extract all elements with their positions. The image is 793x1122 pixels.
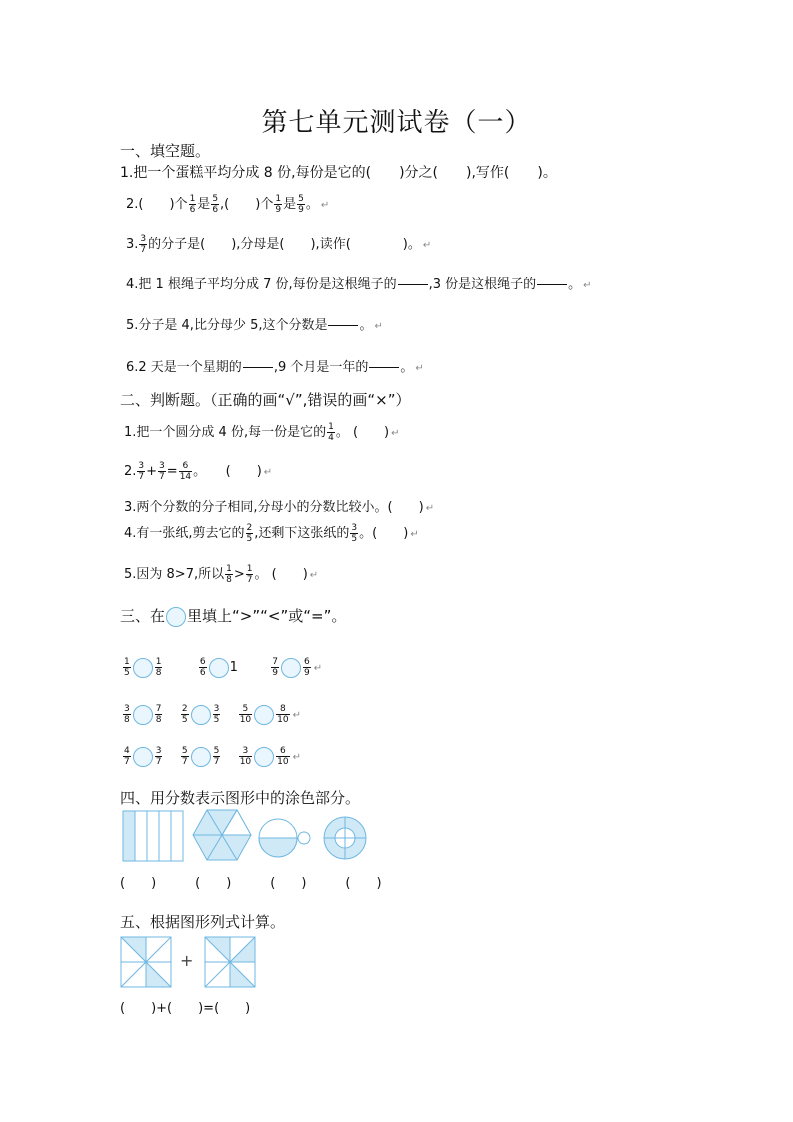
compare-circle[interactable]: [191, 747, 211, 767]
section-1-heading: 一、填空题。: [120, 142, 211, 160]
hexagon-figure: [191, 808, 253, 862]
fill-q1: 1.把一个蛋糕平均分成 8 份,每份是它的( )分之( ),写作( )。: [120, 165, 557, 181]
judge-q2: 2. $\frac{3}{7}$ + $\frac{3}{7}$ = $\frac{6}{14}$ 。 ( ) ↵: [124, 461, 273, 482]
compare-circle[interactable]: [209, 658, 229, 678]
compare-circle[interactable]: [133, 705, 153, 725]
judge-q1: 1.把一个圆分成 4 份,每一份是它的 $\frac{1}{4}$ 。 ( ) ↵: [124, 422, 400, 443]
section-5-heading: 五、根据图形列式计算。: [120, 913, 286, 931]
fill-q4: 4.把 1 根绳子平均分成 7 份,每份是这根绳子的 ,3 份是这根绳子的 。 ↵: [126, 273, 592, 296]
compare-circle-icon: [166, 607, 186, 627]
compare-circle[interactable]: [254, 747, 274, 767]
compare-circle[interactable]: [133, 747, 153, 767]
judge-q4: 4.有一张纸,剪去它的 $\frac{2}{5}$ ,还剩下这张纸的 $\frac{3}{5}$ 。( ) ↵: [124, 523, 419, 544]
compare-row-2: $\frac{3}{8}$ $\frac{7}{8}$ $\frac{2}{5}$ $\frac{3}{5}$ $\frac{5}{10}$ $\frac{8}{10}$ ↵: [124, 704, 301, 725]
page-title: 第七单元测试卷（一）: [261, 108, 532, 138]
calc-expression: ( )+( )=( ): [120, 1001, 251, 1016]
section-2-heading: 二、判断题。（正确的画“√”,错误的画“×”）: [120, 391, 411, 409]
fill-q3: 3. $\frac{3}{7}$ 的分子是( ),分母是( ),读作( )。 ↵: [126, 234, 432, 255]
compare-row-3: $\frac{4}{7}$ $\frac{3}{7}$ $\frac{5}{7}$ $\frac{5}{7}$ $\frac{3}{10}$ $\frac{6}{10}$ ↵: [124, 746, 301, 767]
judge-q5: 5.因为 8>7,所以 $\frac{1}{8}$ > $\frac{1}{7}$ 。 ( ) ↵: [124, 564, 319, 585]
circle-half-figure: [257, 816, 313, 860]
fill-q5: 5.分子是 4,比分母少 5,这个分数是 。 ↵: [126, 314, 383, 337]
rectangle-strips-figure: [122, 810, 184, 862]
fill-q2: 2.( )个 $\frac{1}{6}$ 是 $\frac{5}{6}$ ,( )个 $\frac{1}{9}$ 是 $\frac{5}{9}$ 。 ↵: [126, 194, 330, 215]
compare-row-1: $\frac{1}{5}$ $\frac{1}{8}$ $\frac{6}{6}$ 1 $\frac{7}{9}$ $\frac{6}{9}$ ↵: [124, 657, 323, 678]
fill-q6: 6.2 天是一个星期的 ,9 个月是一年的 。 ↵: [126, 356, 424, 379]
compare-circle[interactable]: [281, 658, 301, 678]
plus-sign: +: [180, 951, 194, 970]
square-figure-right: [204, 936, 256, 988]
section-4-heading: 四、用分数表示图形中的涂色部分。: [120, 789, 361, 807]
ring-figure: [322, 815, 368, 861]
shapes-answer-blanks: ( ) ( ) ( ) ( ): [120, 876, 382, 891]
compare-circle[interactable]: [133, 658, 153, 678]
square-figure-left: [120, 936, 172, 988]
judge-q3: 3.两个分数的分子相同,分母小的分数比较小。( ) ↵: [124, 500, 435, 515]
compare-circle[interactable]: [254, 705, 274, 725]
compare-circle[interactable]: [191, 705, 211, 725]
section-3-heading: 三、在 里填上“>”“<”或“=”。: [120, 607, 347, 625]
